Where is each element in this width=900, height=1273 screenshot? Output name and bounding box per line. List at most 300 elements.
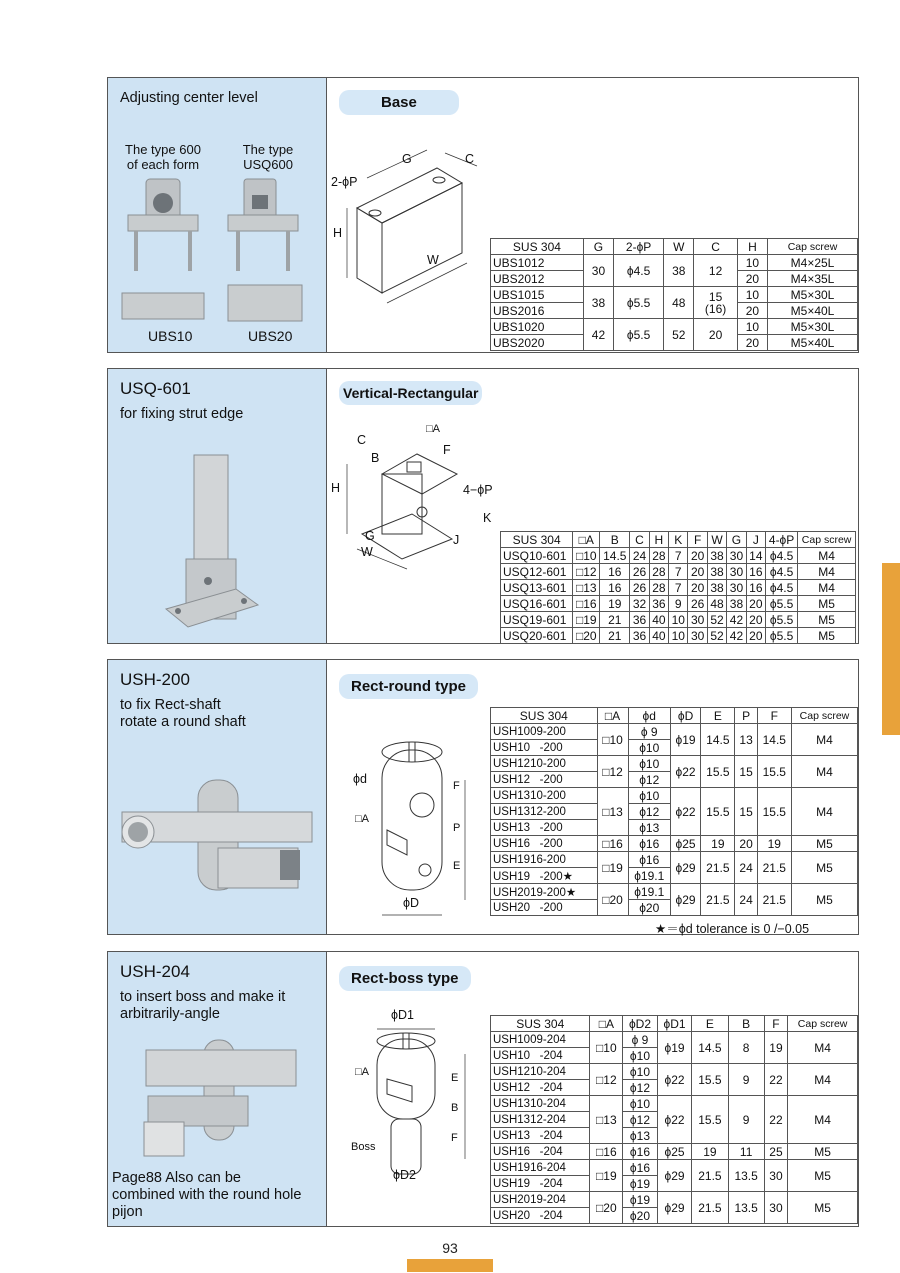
table-cell: 19 [757, 836, 791, 852]
table-cell: M4 [798, 564, 856, 580]
model-code: USH2019-200★ [491, 884, 598, 900]
table-cell: M4 [788, 1064, 858, 1096]
page-number-bar [407, 1259, 493, 1272]
ush204-dim-b: B [451, 1102, 459, 1114]
column-header: Cap screw [768, 239, 858, 255]
ush200-title: USH-200 [120, 670, 190, 689]
model-code: USH20 -204 [491, 1208, 590, 1224]
model-code: UBS2012 [491, 271, 584, 287]
table-cell: ϕ12 [623, 1080, 658, 1096]
table-cell: 21 [600, 612, 630, 628]
table-cell: 32 [630, 596, 649, 612]
table-cell: ϕ16 [628, 836, 670, 852]
table-cell: 22 [764, 1064, 787, 1096]
table-cell: 24 [735, 884, 757, 916]
table-cell: 7 [669, 564, 688, 580]
table-cell: M5 [798, 612, 856, 628]
model-code: USQ19-601 [501, 612, 573, 628]
table-cell: ϕ10 [623, 1048, 658, 1064]
table-cell: 10 [737, 287, 767, 303]
table-cell: 20 [688, 580, 707, 596]
model-code: USH12 -200 [491, 772, 598, 788]
ush204-footnote: Page88 Also can be combined with the round hole pijon [112, 1170, 302, 1220]
table-row [491, 1064, 858, 1080]
table-cell: 30 [727, 548, 746, 564]
table-cell: 14.5 [701, 724, 735, 756]
column-header: E [692, 1016, 728, 1032]
table-cell: 10 [669, 628, 688, 644]
table-cell: 16 [746, 580, 765, 596]
table-cell: □13 [590, 1096, 623, 1144]
table-row [491, 1192, 858, 1208]
table-cell: 26 [688, 596, 707, 612]
column-header: W [664, 239, 694, 255]
table-cell: □12 [597, 756, 628, 788]
table-cell: 20 [737, 271, 767, 287]
ush204-dim-e: E [451, 1072, 459, 1084]
table-cell: □20 [573, 628, 600, 644]
table-cell: □16 [573, 596, 600, 612]
table-header-row [491, 1016, 858, 1032]
table-cell: ϕ13 [623, 1128, 658, 1144]
table-cell: ϕ10 [628, 740, 670, 756]
table-cell: 12 [694, 255, 737, 287]
usq601-left-panel [108, 369, 327, 643]
table-cell: 38 [707, 564, 726, 580]
column-header: K [669, 532, 688, 548]
table-cell: 21.5 [692, 1160, 728, 1192]
ush204-dim-a: □A [355, 1066, 369, 1078]
table-cell: 38 [707, 580, 726, 596]
model-code: USH16 -204 [491, 1144, 590, 1160]
table-cell: 9 [728, 1096, 764, 1144]
table-cell: M4 [788, 1032, 858, 1064]
table-cell: ϕ12 [628, 772, 670, 788]
table-cell: 26 [630, 564, 649, 580]
column-header: SUS 304 [501, 532, 573, 548]
table-cell: 22 [764, 1096, 787, 1144]
table-row [491, 1096, 858, 1112]
usq601-dim-f: F [443, 443, 451, 457]
table-cell: M5×30L [768, 287, 858, 303]
table-cell: M5×30L [768, 319, 858, 335]
column-header: Cap screw [798, 532, 856, 548]
table-cell: □20 [590, 1192, 623, 1224]
table-cell: ϕ25 [657, 1144, 692, 1160]
table-cell: ϕ22 [657, 1096, 692, 1144]
table-row [501, 628, 856, 644]
table-cell: ϕ10 [628, 756, 670, 772]
model-code: USH1009-204 [491, 1032, 590, 1048]
table-cell: 11 [728, 1144, 764, 1160]
table-cell: M4 [798, 548, 856, 564]
table-cell: 13 [735, 724, 757, 756]
model-code: USH13 -204 [491, 1128, 590, 1144]
table-cell: 20 [688, 564, 707, 580]
table-cell: 19 [764, 1032, 787, 1064]
model-code: USH13 -200 [491, 820, 598, 836]
table-cell: 20 [694, 319, 737, 351]
table-row [491, 884, 858, 900]
table-cell: 15 [735, 788, 757, 836]
model-code: USQ10-601 [501, 548, 573, 564]
model-code: UBS2016 [491, 303, 584, 319]
table-cell: □19 [597, 852, 628, 884]
base-pill: Base [339, 90, 459, 115]
ush200-pill: Rect-round type [339, 674, 478, 699]
usq601-dim-p: 4−ϕP [463, 483, 493, 497]
usq601-drawing [327, 424, 492, 574]
table-cell: M4 [791, 756, 857, 788]
ush204-product-photo [108, 1034, 326, 1164]
table-cell: □12 [590, 1064, 623, 1096]
table-cell: M5 [791, 836, 857, 852]
column-header: □A [590, 1016, 623, 1032]
table-cell: ϕ5.5 [614, 319, 664, 351]
base-spec-table [490, 238, 858, 351]
column-header: G [583, 239, 613, 255]
base-product-photo [108, 173, 326, 373]
table-row [491, 788, 858, 804]
table-cell: □19 [590, 1160, 623, 1192]
usq601-spec-table [500, 531, 856, 644]
table-cell: M5 [798, 596, 856, 612]
usq601-pill: Vertical-Rectangular [339, 381, 482, 405]
table-cell: 21 [600, 628, 630, 644]
table-row [501, 596, 856, 612]
table-cell: 24 [630, 548, 649, 564]
table-cell: 15.5 [757, 788, 791, 836]
table-cell: 19 [701, 836, 735, 852]
table-cell: □10 [597, 724, 628, 756]
column-header: □A [573, 532, 600, 548]
usq601-section [107, 368, 859, 644]
table-cell: ϕ16 [623, 1144, 658, 1160]
base-left-panel [108, 78, 327, 352]
label-ubs10: UBS10 [148, 328, 193, 344]
table-cell: 10 [737, 319, 767, 335]
column-header: Cap screw [788, 1016, 858, 1032]
table-cell: 30 [727, 564, 746, 580]
table-cell: 14.5 [692, 1032, 728, 1064]
table-cell: 42 [727, 612, 746, 628]
table-cell: M4×35L [768, 271, 858, 287]
table-row [491, 255, 858, 271]
table-cell: ϕ5.5 [766, 612, 798, 628]
table-cell: 16 [746, 564, 765, 580]
ush200-section [107, 659, 859, 935]
ush200-tolerance-note: ★＝ϕd tolerance is 0 /−0.05 [655, 922, 810, 936]
table-cell: 15.5 [692, 1064, 728, 1096]
column-header: F [757, 708, 791, 724]
table-cell: 10 [669, 612, 688, 628]
usq601-dim-c: C [357, 433, 367, 447]
column-header: F [688, 532, 707, 548]
table-header-row [491, 708, 858, 724]
table-header-row [491, 239, 858, 255]
table-cell: ϕ4.5 [766, 564, 798, 580]
column-header: 4-ϕP [766, 532, 798, 548]
table-cell: 9 [669, 596, 688, 612]
table-cell: 21.5 [701, 884, 735, 916]
table-cell: M5×40L [768, 303, 858, 319]
usq601-title: USQ-601 [120, 379, 191, 398]
table-cell: 15.5 [757, 756, 791, 788]
table-cell: 13.5 [728, 1160, 764, 1192]
table-cell: 20 [735, 836, 757, 852]
table-cell: 21.5 [701, 852, 735, 884]
usq601-subtitle: for fixing strut edge [120, 406, 244, 422]
ush204-pill: Rect-boss type [339, 966, 471, 991]
base-dim-h: H [333, 226, 343, 240]
ush204-dim-f: F [451, 1132, 458, 1144]
table-cell: 20 [746, 612, 765, 628]
column-header: ϕD [670, 708, 700, 724]
table-row [491, 1160, 858, 1176]
base-dim-p: 2-ϕP [331, 175, 358, 189]
column-header: J [746, 532, 765, 548]
base-section [107, 77, 859, 353]
table-cell: 42 [583, 319, 613, 351]
table-cell: 15.5 [701, 756, 735, 788]
ush200-left-panel [108, 660, 327, 934]
table-cell: 7 [669, 548, 688, 564]
table-row [491, 724, 858, 740]
column-header: ϕD1 [657, 1016, 692, 1032]
ush204-dim-boss: Boss [351, 1141, 376, 1153]
table-cell: ϕ19.1 [628, 868, 670, 884]
table-row [491, 1144, 858, 1160]
column-header: C [694, 239, 737, 255]
ush200-dim-D: ϕD [403, 896, 420, 910]
ush204-spec-table [490, 1015, 858, 1224]
column-header: ϕD2 [623, 1016, 658, 1032]
column-header: Cap screw [791, 708, 857, 724]
usq601-dim-w: W [361, 545, 373, 559]
table-cell: 30 [688, 612, 707, 628]
column-header: SUS 304 [491, 1016, 590, 1032]
table-cell: ϕ5.5 [614, 287, 664, 319]
usq601-dim-h: H [331, 481, 341, 495]
table-cell: ϕ13 [628, 820, 670, 836]
table-row [501, 548, 856, 564]
table-cell: 21.5 [692, 1192, 728, 1224]
ush204-section [107, 951, 859, 1227]
column-header: B [600, 532, 630, 548]
table-cell: 28 [649, 580, 668, 596]
table-cell: 25 [764, 1144, 787, 1160]
type600-caption: The type 600 of each form [125, 142, 201, 172]
table-cell: ϕ10 [623, 1064, 658, 1080]
table-cell: 38 [583, 287, 613, 319]
table-row [501, 612, 856, 628]
table-cell: ϕ25 [670, 836, 700, 852]
ush204-dim-d1: ϕD1 [391, 1008, 414, 1022]
table-row [501, 580, 856, 596]
table-cell: 8 [728, 1032, 764, 1064]
table-cell: □13 [573, 580, 600, 596]
column-header: C [630, 532, 649, 548]
usq601-dim-k: K [483, 511, 492, 525]
table-cell: ϕ12 [628, 804, 670, 820]
table-cell: 38 [707, 548, 726, 564]
ush204-title: USH-204 [120, 962, 190, 981]
page-number: 93 [442, 1240, 458, 1256]
model-code: USH19 -200★ [491, 868, 598, 884]
model-code: USH12 -204 [491, 1080, 590, 1096]
table-cell: ϕ20 [628, 900, 670, 916]
table-cell: ϕ29 [670, 852, 700, 884]
column-header: P [735, 708, 757, 724]
table-cell: ϕ10 [623, 1096, 658, 1112]
column-header: ϕd [628, 708, 670, 724]
table-cell: M5 [791, 852, 857, 884]
column-header: W [707, 532, 726, 548]
table-cell: M5 [791, 884, 857, 916]
ush200-dim-e: E [453, 860, 461, 872]
model-code: USH10 -200 [491, 740, 598, 756]
base-dim-g: G [402, 152, 412, 166]
table-cell: ϕ10 [628, 788, 670, 804]
table-header-row [501, 532, 856, 548]
table-cell: 24 [735, 852, 757, 884]
table-cell: ϕ16 [628, 852, 670, 868]
model-code: USQ12-601 [501, 564, 573, 580]
table-row [491, 836, 858, 852]
table-row [491, 287, 858, 303]
model-code: USH10 -204 [491, 1048, 590, 1064]
table-cell: M4 [798, 580, 856, 596]
table-cell: ϕ4.5 [614, 255, 664, 287]
table-cell: M4×25L [768, 255, 858, 271]
ush200-product-photo [108, 760, 326, 920]
model-code: USH2019-204 [491, 1192, 590, 1208]
dim-c: 15 [708, 289, 723, 304]
table-cell: M4 [791, 724, 857, 756]
column-header: SUS 304 [491, 239, 584, 255]
table-cell: ϕ29 [657, 1192, 692, 1224]
model-code: USH16 -200 [491, 836, 598, 852]
table-cell: 14.5 [600, 548, 630, 564]
table-cell: 10 [737, 255, 767, 271]
table-cell: M5 [788, 1144, 858, 1160]
table-cell: 30 [727, 580, 746, 596]
side-index-tab [882, 563, 900, 735]
ush200-subtitle: to fix Rect-shaft rotate a round shaft [120, 697, 246, 730]
table-cell [694, 287, 737, 319]
table-cell: M4 [788, 1096, 858, 1144]
table-cell: 20 [746, 628, 765, 644]
table-cell: ϕ29 [670, 884, 700, 916]
table-cell: 36 [630, 612, 649, 628]
table-cell: 48 [664, 287, 694, 319]
table-cell: ϕ5.5 [766, 596, 798, 612]
table-cell: ϕ19 [657, 1032, 692, 1064]
table-cell: M5 [788, 1160, 858, 1192]
table-cell: 20 [737, 335, 767, 351]
table-cell: □16 [597, 836, 628, 852]
model-code: USH1009-200 [491, 724, 598, 740]
model-code: USH1310-200 [491, 788, 598, 804]
model-code: USH1916-204 [491, 1160, 590, 1176]
table-row [491, 756, 858, 772]
table-cell: 52 [664, 319, 694, 351]
table-cell: ϕ22 [670, 756, 700, 788]
table-cell: ϕ16 [623, 1160, 658, 1176]
table-cell: 21.5 [757, 852, 791, 884]
model-code: USQ20-601 [501, 628, 573, 644]
column-header: F [764, 1016, 787, 1032]
table-cell: ϕ22 [670, 788, 700, 836]
table-cell: 30 [764, 1192, 787, 1224]
model-code: USH1916-200 [491, 852, 598, 868]
model-code: USQ13-601 [501, 580, 573, 596]
table-cell: 14 [746, 548, 765, 564]
table-row [501, 564, 856, 580]
table-cell: 48 [707, 596, 726, 612]
table-cell: M5×40L [768, 335, 858, 351]
table-cell: 21.5 [757, 884, 791, 916]
table-cell: ϕ20 [623, 1208, 658, 1224]
model-code: USH1310-204 [491, 1096, 590, 1112]
table-cell: 9 [728, 1064, 764, 1096]
usq601-dim-g: G [365, 529, 375, 543]
table-cell: ϕ 9 [623, 1032, 658, 1048]
table-cell: 30 [583, 255, 613, 287]
model-code: USH1312-204 [491, 1112, 590, 1128]
table-cell: ϕ19.1 [628, 884, 670, 900]
table-cell: 20 [688, 548, 707, 564]
usq601-dim-j: J [453, 533, 460, 547]
model-code: USH19 -204 [491, 1176, 590, 1192]
dim-c-alt: (16) [704, 301, 727, 316]
column-header: E [701, 708, 735, 724]
typeusq-caption: The type USQ600 [242, 142, 294, 172]
table-cell: 13.5 [728, 1192, 764, 1224]
column-header: □A [597, 708, 628, 724]
table-cell: 14.5 [757, 724, 791, 756]
table-cell: 42 [727, 628, 746, 644]
table-cell: 28 [649, 548, 668, 564]
label-ubs20: UBS20 [248, 328, 293, 344]
model-code: USQ16-601 [501, 596, 573, 612]
ush200-right-panel [327, 660, 858, 934]
table-cell: ϕ5.5 [766, 628, 798, 644]
model-code: UBS2020 [491, 335, 584, 351]
ush204-right-panel [327, 952, 858, 1226]
column-header: H [737, 239, 767, 255]
table-cell: 15.5 [701, 788, 735, 836]
usq601-right-panel [327, 369, 858, 643]
table-cell: 30 [688, 628, 707, 644]
table-cell: □13 [597, 788, 628, 836]
usq601-dim-b: B [371, 451, 380, 465]
table-cell: 52 [707, 612, 726, 628]
table-cell: 7 [669, 580, 688, 596]
table-cell: ϕ19 [623, 1176, 658, 1192]
column-header: G [727, 532, 746, 548]
ush200-dim-d: ϕd [353, 772, 367, 786]
table-cell: ϕ12 [623, 1112, 658, 1128]
model-code: USH1210-204 [491, 1064, 590, 1080]
table-row [491, 319, 858, 335]
table-cell: □19 [573, 612, 600, 628]
ush200-spec-table [490, 707, 858, 916]
table-cell: □10 [573, 548, 600, 564]
ush200-dim-p: P [453, 822, 461, 834]
table-cell: 26 [630, 580, 649, 596]
ush204-subtitle: to insert boss and make it arbitrarily-angle [120, 989, 286, 1022]
